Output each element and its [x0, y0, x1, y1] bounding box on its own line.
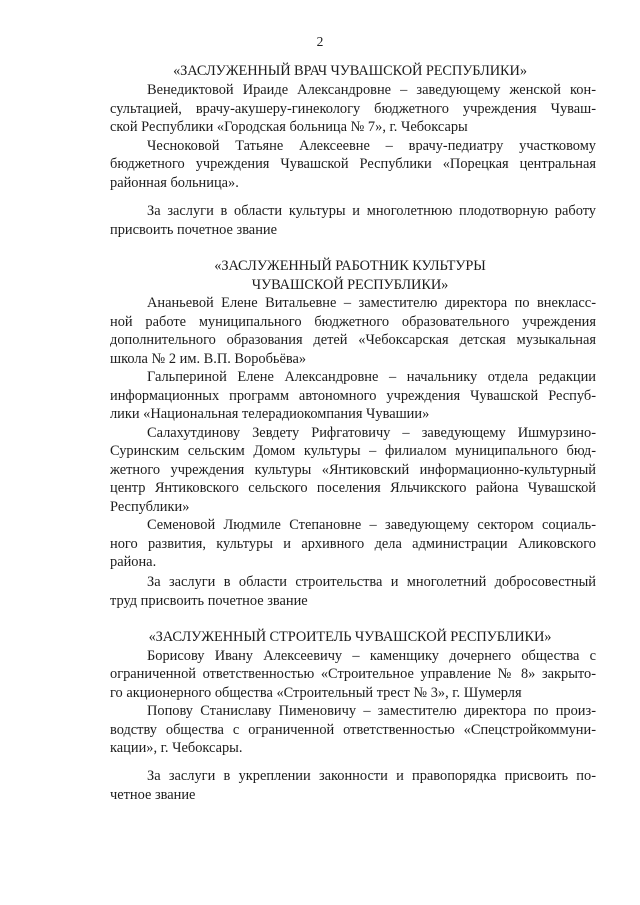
text-line: водству общества с ограниченной ответственностью «Спецстройкоммуни-	[110, 721, 596, 738]
text-line: школа № 2 им. В.П. Воробьёва»	[110, 350, 307, 367]
intro-paragraph-construction	[110, 573, 596, 610]
page-number: 2	[316, 34, 324, 49]
section2-title-line2: ЧУВАШСКОЙ РЕСПУБЛИКИ»	[251, 276, 449, 293]
text-line: ного развития, культуры и архивного дела администрации Аликовского	[110, 535, 596, 552]
text-line: ограниченной ответственностью «Строительное управление № 8» закрыто-	[110, 666, 596, 682]
text-line: За заслуги в укреплении законности и правопорядка присвоить по-	[147, 768, 596, 784]
text-line: За заслуги в области культуры и многолетнюю плодотворную работу	[147, 203, 596, 219]
text-line: Чесноковой Татьяне Алексеевне – врачу-педиатру участковому	[147, 137, 596, 154]
text-line: го акционерного общества «Строительный трест № 3», г. Шумерля	[110, 684, 522, 701]
text-line: Семеновой Людмиле Степановне – заведующему сектором социаль-	[147, 517, 596, 533]
intro-paragraph-law	[110, 767, 596, 804]
text-line: Попову Станиславу Пименовичу – заместителю директора по произ-	[147, 703, 596, 719]
text-line: присвоить почетное звание	[110, 221, 277, 238]
section3-entry-1	[110, 647, 596, 703]
section2-entry-2	[110, 368, 596, 424]
intro-paragraph-culture	[110, 202, 596, 239]
section1-entry-2	[110, 137, 596, 193]
section3-entry-2	[110, 702, 596, 758]
text-line: ной работе муниципального бюджетного образовательного учреждения	[110, 313, 596, 330]
text-line: Суринским сельским Домом культуры – филиалом муниципального бюд-	[110, 443, 596, 459]
text-line: Венедиктовой Ираиде Александровне – заведующему женской кон-	[147, 82, 596, 98]
section2-entry-4	[110, 516, 596, 572]
text-line: районная больница».	[110, 174, 239, 191]
text-line: кации», г. Чебоксары.	[110, 740, 243, 756]
text-line: информационных программ автономного учреждения Чувашской Респуб-	[110, 387, 596, 404]
text-line: Ананьевой Елене Витальевне – заместителю директора по внекласс-	[147, 295, 596, 311]
text-line: центр Янтиковского сельского поселения Яльчикского района Чувашской	[110, 480, 596, 496]
section2-title-line1: «ЗАСЛУЖЕННЫЙ РАБОТНИК КУЛЬТУРЫ	[214, 258, 486, 274]
text-line: Салахутдинову Зевдету Рифгатовичу – заведующему Ишмурзино-	[147, 424, 596, 441]
text-line: лики «Национальная телерадиокомпания Чувашии»	[110, 406, 430, 422]
section3-title: «ЗАСЛУЖЕННЫЙ СТРОИТЕЛЬ ЧУВАШСКОЙ РЕСПУБЛИКИ»	[148, 629, 552, 645]
text-line: жетного учреждения культуры «Янтиковский информационно-культурный	[110, 461, 596, 478]
text-line: Гальпериной Елене Александровне – начальнику отдела редакции	[147, 369, 596, 385]
text-line: ской Республики «Городская больница № 7», г. Чебоксары	[110, 119, 468, 135]
text-line: сультацией, врачу-акушеру-гинекологу бюджетного учреждения Чуваш-	[110, 100, 596, 117]
section1-entry-1	[110, 81, 596, 137]
text-line: Борисову Ивану Алексеевичу – каменщику дочернего общества с	[147, 647, 596, 664]
section2-entry-3	[110, 424, 596, 517]
section1-title: «ЗАСЛУЖЕННЫЙ ВРАЧ ЧУВАШСКОЙ РЕСПУБЛИКИ»	[173, 63, 527, 79]
text-line: дополнительного образования детей «Чебоксарская детская музыкальная	[110, 332, 596, 348]
text-line: четное звание	[110, 786, 196, 803]
text-line: За заслуги в области строительства и многолетний добросовестный	[147, 574, 596, 590]
text-line: бюджетного учреждения Чувашской Республики «Порецкая центральная	[110, 156, 596, 172]
text-line: труд присвоить почетное звание	[110, 592, 308, 609]
section2-entry-1	[110, 294, 596, 368]
text-line: района.	[110, 554, 157, 570]
text-line: Республики»	[110, 498, 190, 515]
